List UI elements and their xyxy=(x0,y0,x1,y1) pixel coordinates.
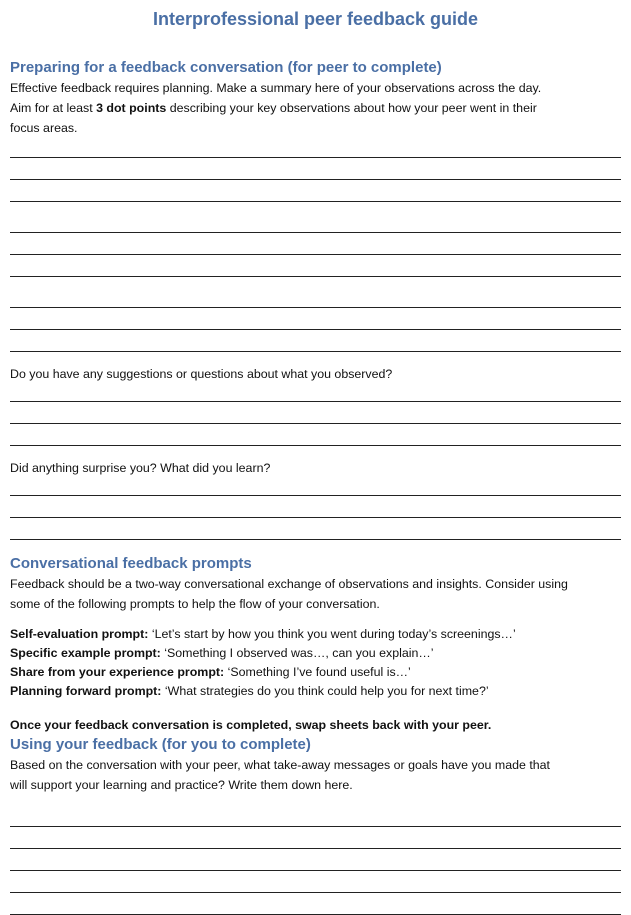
prompt-label: Specific example prompt: xyxy=(10,646,161,660)
prompt-label: Planning forward prompt: xyxy=(10,684,162,698)
writing-line[interactable] xyxy=(10,518,621,540)
preparing-intro-bold: 3 dot points xyxy=(96,101,167,115)
writing-line[interactable] xyxy=(10,424,621,446)
using-intro-line1: Based on the conversation with your peer, what take-away messages or goals have you made that xyxy=(10,758,550,772)
preparing-intro-post: describing your key observations about how your peer went in their xyxy=(166,101,537,115)
writing-line[interactable] xyxy=(10,308,621,330)
prompt-text: ‘Something I’ve found useful is…’ xyxy=(224,665,411,679)
writing-line[interactable] xyxy=(10,330,621,352)
writing-line[interactable] xyxy=(10,871,621,893)
prompts-intro-line1: Feedback should be a two-way conversational exchange of observations and insights. Consider using xyxy=(10,577,568,591)
preparing-intro-line3: focus areas. xyxy=(10,121,78,135)
prompt-specific-example xyxy=(10,644,621,663)
section-prompts xyxy=(10,554,621,735)
prompt-label: Share from your experience prompt: xyxy=(10,665,225,679)
writing-line[interactable] xyxy=(10,233,621,255)
prompts-intro-line2: some of the following prompts to help the flow of your conversation. xyxy=(10,597,380,611)
suggestions-writing-area[interactable] xyxy=(10,380,621,446)
question-surprise xyxy=(10,458,621,540)
writing-line[interactable] xyxy=(10,286,621,308)
section-using-feedback xyxy=(10,735,621,915)
writing-line[interactable] xyxy=(10,402,621,424)
prompt-planning-forward xyxy=(10,682,621,701)
prompt-text: ‘Let’s start by how you think you went during today’s screenings…’ xyxy=(148,627,516,641)
prompt-text: ‘What strategies do you think could help you for next time?’ xyxy=(161,684,489,698)
writing-line[interactable] xyxy=(10,849,621,871)
line-gap xyxy=(10,202,621,211)
preparing-intro-line1: Effective feedback requires planning. Make a summary here of your observations across the day. xyxy=(10,81,542,95)
question-suggestions xyxy=(10,364,621,446)
writing-line[interactable] xyxy=(10,136,621,158)
section-heading-prompts: Conversational feedback prompts xyxy=(10,555,252,572)
prompt-list xyxy=(10,625,621,701)
preparing-intro-line2 xyxy=(10,98,621,118)
question-surprise-text: Did anything surprise you? What did you learn? xyxy=(10,461,271,475)
writing-line[interactable] xyxy=(10,180,621,202)
prompt-share-experience xyxy=(10,663,621,682)
takeaways-writing-area[interactable] xyxy=(10,805,621,915)
writing-line[interactable] xyxy=(10,805,621,827)
section-preparing xyxy=(10,58,621,352)
using-intro-line2: will support your learning and practice? Write them down here. xyxy=(10,778,353,792)
writing-line[interactable] xyxy=(10,496,621,518)
writing-line[interactable] xyxy=(10,211,621,233)
section-heading-preparing: Preparing for a feedback conversation (for peer to complete) xyxy=(10,59,442,76)
surprise-writing-area[interactable] xyxy=(10,474,621,540)
question-suggestions-text: Do you have any suggestions or questions about what you observed? xyxy=(10,367,393,381)
document-title: Interprofessional peer feedback guide xyxy=(152,9,479,29)
observations-writing-area[interactable] xyxy=(10,136,621,352)
writing-line[interactable] xyxy=(10,893,621,915)
prompt-label: Self-evaluation prompt: xyxy=(10,627,149,641)
swap-sheets-instruction: Once your feedback conversation is completed, swap sheets back with your peer. xyxy=(10,718,492,732)
preparing-intro-pre: Aim for at least xyxy=(10,101,97,115)
writing-line[interactable] xyxy=(10,255,621,277)
prompt-self-evaluation xyxy=(10,625,621,644)
writing-line[interactable] xyxy=(10,827,621,849)
section-heading-using-feedback: Using your feedback (for you to complete) xyxy=(10,736,311,753)
prompt-text: ‘Something I observed was…, can you explain…’ xyxy=(160,646,434,660)
writing-line[interactable] xyxy=(10,158,621,180)
line-gap xyxy=(10,277,621,286)
